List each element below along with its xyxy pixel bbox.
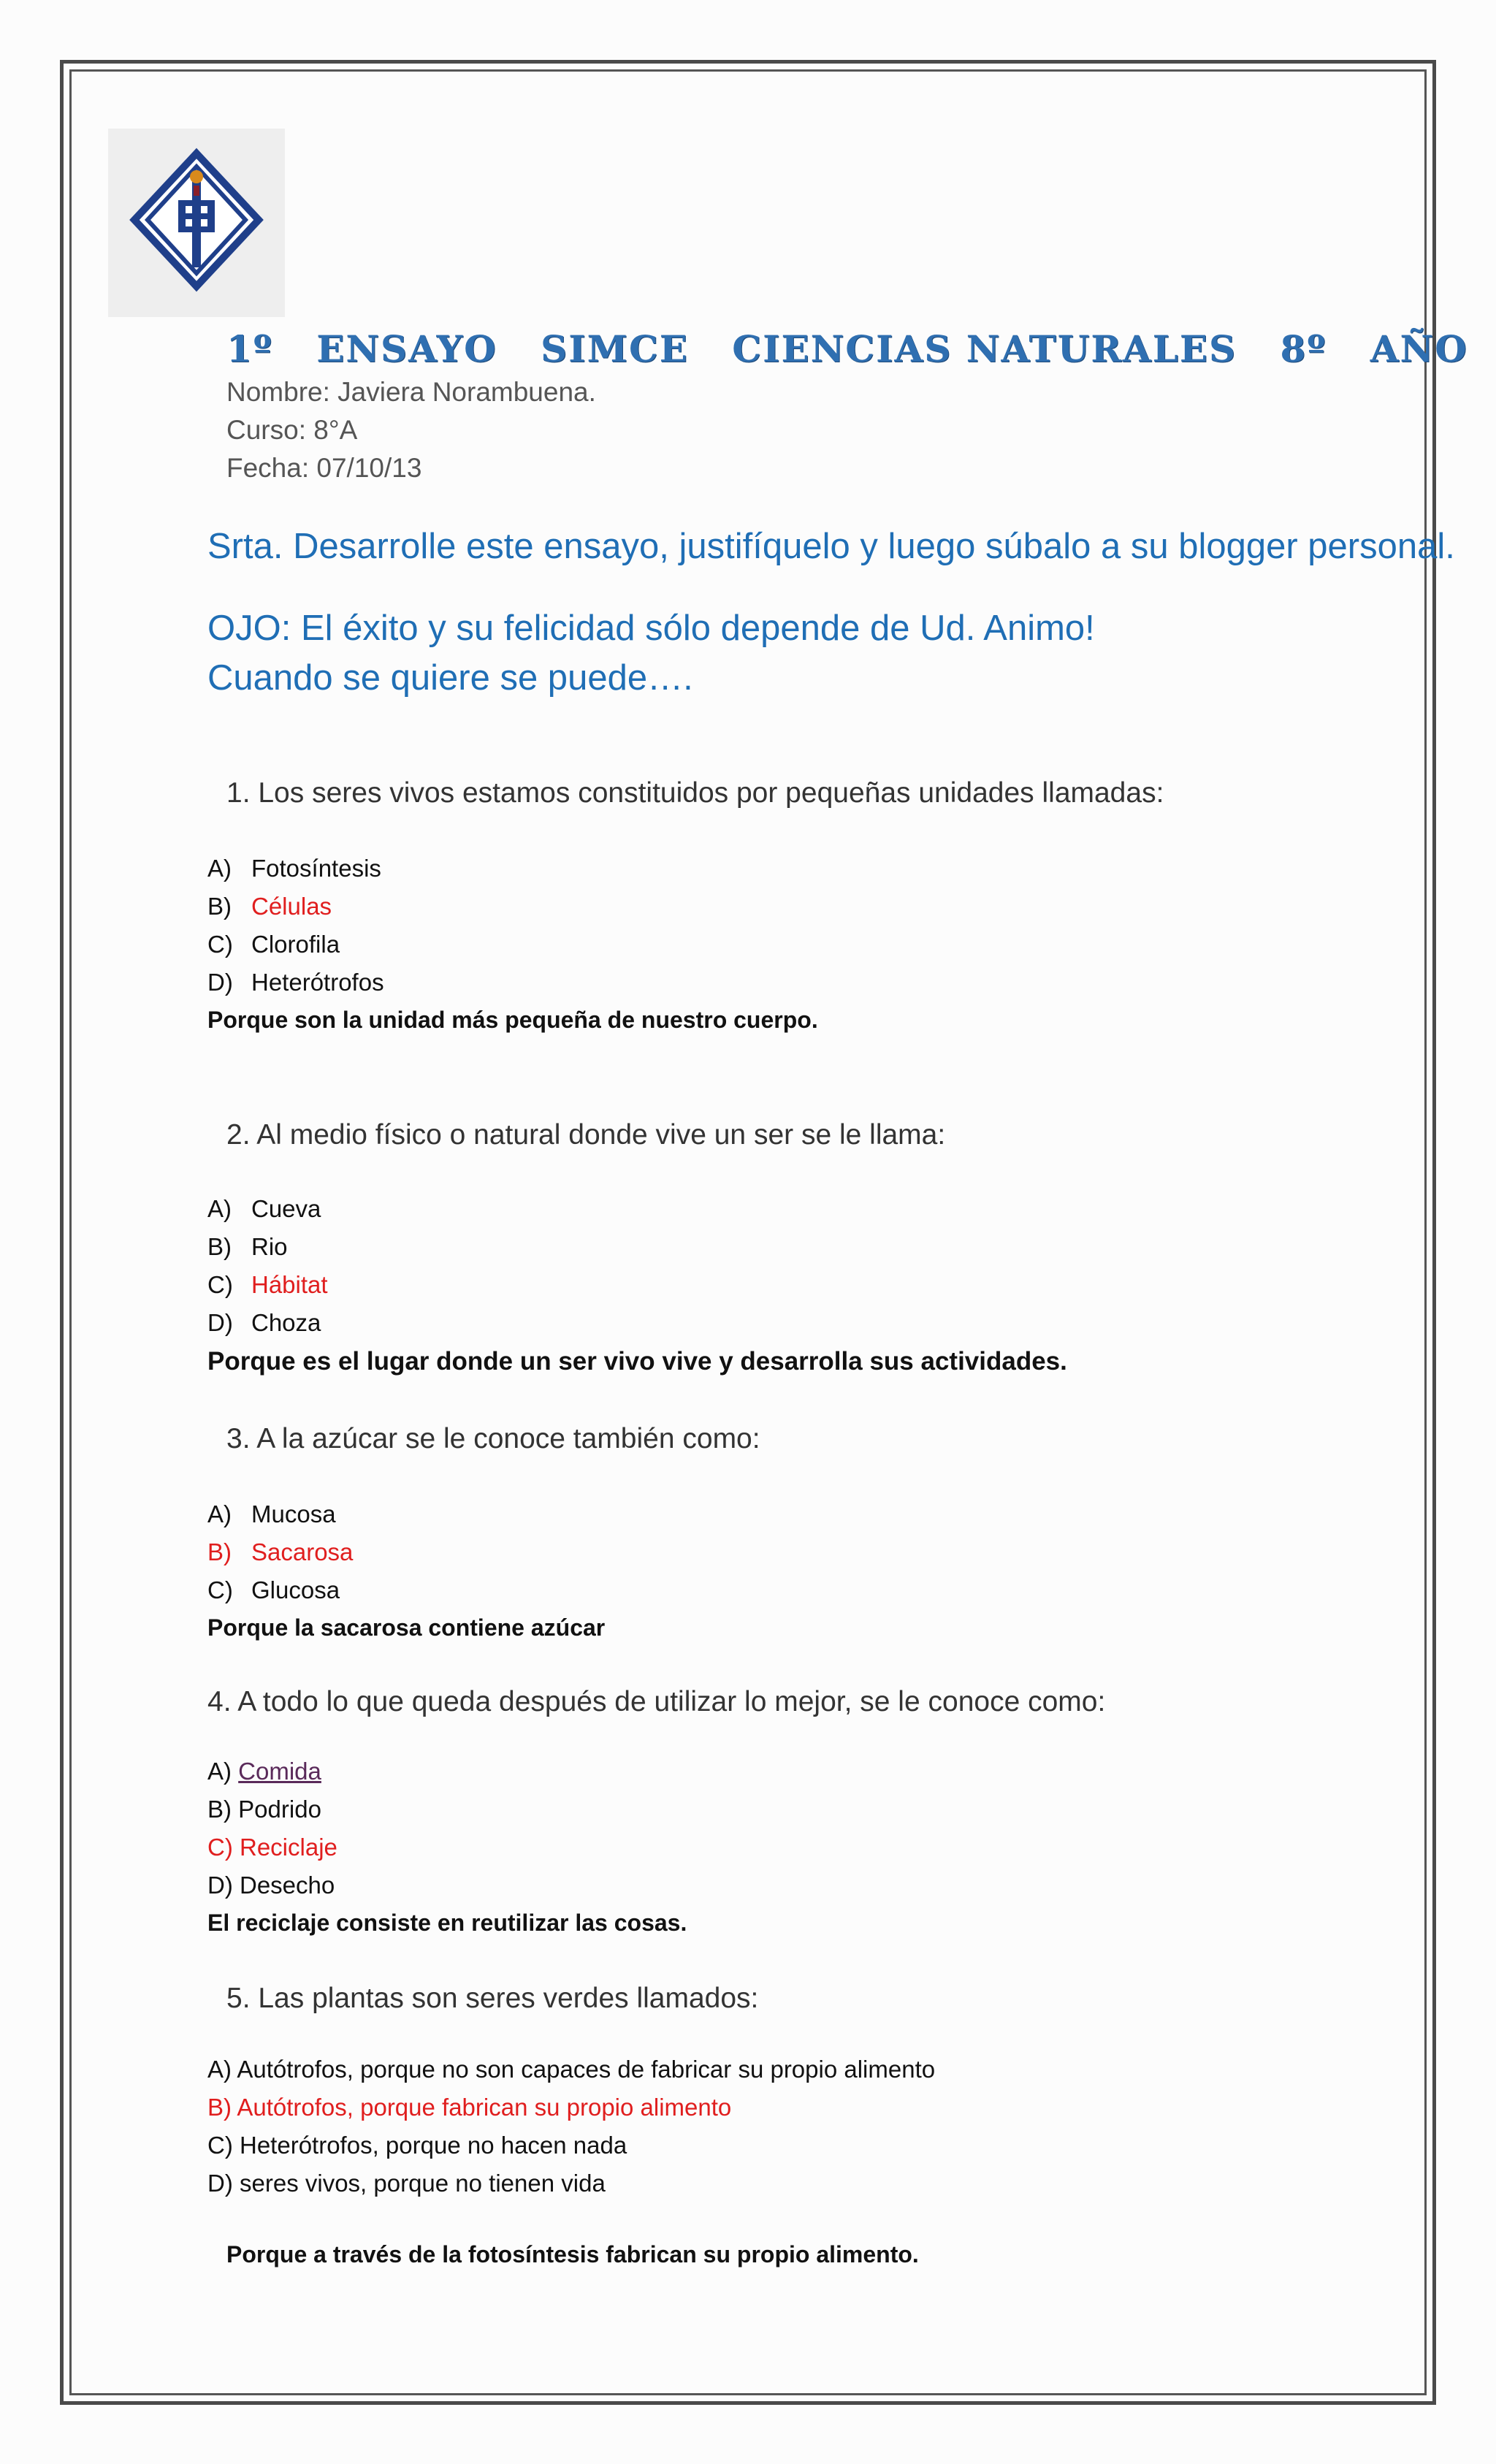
option-letter: B) bbox=[207, 893, 232, 920]
q3-option-b bbox=[207, 1538, 353, 1566]
option-letter: C) bbox=[207, 1271, 233, 1298]
student-name: Nombre: Javiera Norambuena. bbox=[226, 377, 596, 407]
option-letter: B) bbox=[207, 2094, 232, 2121]
question-2: 2. Al medio físico o natural donde vive un ser se le llama: bbox=[226, 1119, 946, 1151]
option-text: Mucosa bbox=[251, 1500, 336, 1527]
option-letter: A) bbox=[207, 1195, 232, 1222]
student-course: Curso: 8°A bbox=[226, 415, 358, 445]
q5-option-b bbox=[207, 2094, 731, 2121]
q2-justification: Porque es el lugar donde un ser vivo vive y desarrolla sus actividades. bbox=[207, 1347, 1067, 1376]
q3-option-a bbox=[207, 1500, 336, 1528]
option-letter: D) bbox=[207, 1309, 233, 1336]
question-4: 4. A todo lo que queda después de utilizar lo mejor, se le conoce como: bbox=[207, 1686, 1106, 1717]
option-letter: A) bbox=[207, 2056, 232, 2083]
correct-option-text: Reciclaje bbox=[240, 1834, 337, 1861]
q3-justification: Porque la sacarosa contiene azúcar bbox=[207, 1614, 606, 1641]
option-text: Clorofila bbox=[251, 931, 340, 958]
option-letter: A) bbox=[207, 1500, 232, 1527]
option-letter: C) bbox=[207, 1576, 233, 1603]
q2-option-d bbox=[207, 1309, 321, 1337]
title-part: 1º bbox=[226, 327, 273, 370]
title-part: CIENCIAS NATURALES bbox=[732, 327, 1237, 370]
q4-option-d bbox=[207, 1872, 335, 1899]
option-text: Heterótrofos, porque no hacen nada bbox=[240, 2132, 627, 2159]
q2-option-c bbox=[207, 1271, 328, 1299]
q5-option-d bbox=[207, 2170, 606, 2197]
option-letter: C) bbox=[207, 931, 233, 958]
correct-option-text: Células bbox=[251, 893, 332, 920]
title-part: ENSAYO bbox=[316, 327, 497, 370]
option-text: Autótrofos, porque no son capaces de fabricar su propio alimento bbox=[237, 2056, 936, 2083]
q4-justification: El reciclaje consiste en reutilizar las cosas. bbox=[207, 1910, 687, 1936]
option-text: Glucosa bbox=[251, 1576, 340, 1603]
exam-date: Fecha: 07/10/13 bbox=[226, 453, 422, 483]
q4-option-a bbox=[207, 1758, 321, 1785]
option-letter: D) bbox=[207, 969, 233, 996]
q1-option-b bbox=[207, 893, 332, 920]
school-crest-logo-icon bbox=[108, 129, 285, 317]
option-text: Fotosíntesis bbox=[251, 855, 381, 882]
option-letter: D) bbox=[207, 1872, 233, 1899]
option-letter: C) bbox=[207, 1834, 233, 1861]
correct-option-text: Autótrofos, porque fabrican su propio alimento bbox=[237, 2094, 732, 2121]
option-text: Cueva bbox=[251, 1195, 321, 1222]
option-letter: B) bbox=[207, 1538, 232, 1565]
q5-option-c bbox=[207, 2132, 627, 2159]
correct-option-text: Hábitat bbox=[251, 1271, 328, 1298]
q1-option-a bbox=[207, 855, 381, 882]
option-text: Desecho bbox=[240, 1872, 335, 1899]
option-text: Podrido bbox=[238, 1796, 321, 1823]
option-letter: D) bbox=[207, 2170, 233, 2197]
option-text: Heterótrofos bbox=[251, 969, 384, 996]
question-5: 5. Las plantas son seres verdes llamados: bbox=[226, 1983, 759, 2014]
q2-option-b bbox=[207, 1233, 288, 1261]
q1-option-c bbox=[207, 931, 340, 958]
option-link-text[interactable]: Comida bbox=[238, 1758, 321, 1785]
q4-option-b bbox=[207, 1796, 321, 1823]
option-letter: A) bbox=[207, 855, 232, 882]
option-letter: A) bbox=[207, 1758, 232, 1785]
q4-option-c bbox=[207, 1834, 337, 1861]
option-letter: B) bbox=[207, 1796, 232, 1823]
correct-option-text: Sacarosa bbox=[251, 1538, 354, 1565]
option-text: Choza bbox=[251, 1309, 321, 1336]
title-part: 8º bbox=[1280, 327, 1327, 370]
title-part: SIMCE bbox=[541, 327, 689, 370]
question-3: 3. A la azúcar se le conoce también como: bbox=[226, 1423, 760, 1454]
instruction-line-3: Cuando se quiere se puede…. bbox=[207, 658, 693, 698]
title-part: AÑO bbox=[1370, 327, 1468, 370]
option-text: seres vivos, porque no tienen vida bbox=[240, 2170, 606, 2197]
q5-option-a bbox=[207, 2056, 935, 2083]
question-1: 1. Los seres vivos estamos constituidos por pequeñas unidades llamadas: bbox=[226, 777, 1164, 809]
option-letter: C) bbox=[207, 2132, 233, 2159]
q1-justification: Porque son la unidad más pequeña de nuestro cuerpo. bbox=[207, 1007, 818, 1033]
q2-option-a bbox=[207, 1195, 321, 1223]
instruction-line-1: Srta. Desarrolle este ensayo, justifíquelo y luego súbalo a su blogger personal. bbox=[207, 527, 1455, 566]
q3-option-c bbox=[207, 1576, 340, 1604]
q1-option-d bbox=[207, 969, 384, 996]
page-title bbox=[226, 327, 1496, 370]
option-letter: B) bbox=[207, 1233, 232, 1260]
instruction-line-2: OJO: El éxito y su felicidad sólo depende de Ud. Animo! bbox=[207, 609, 1095, 648]
q5-justification: Porque a través de la fotosíntesis fabrican su propio alimento. bbox=[226, 2241, 919, 2267]
option-text: Rio bbox=[251, 1233, 288, 1260]
